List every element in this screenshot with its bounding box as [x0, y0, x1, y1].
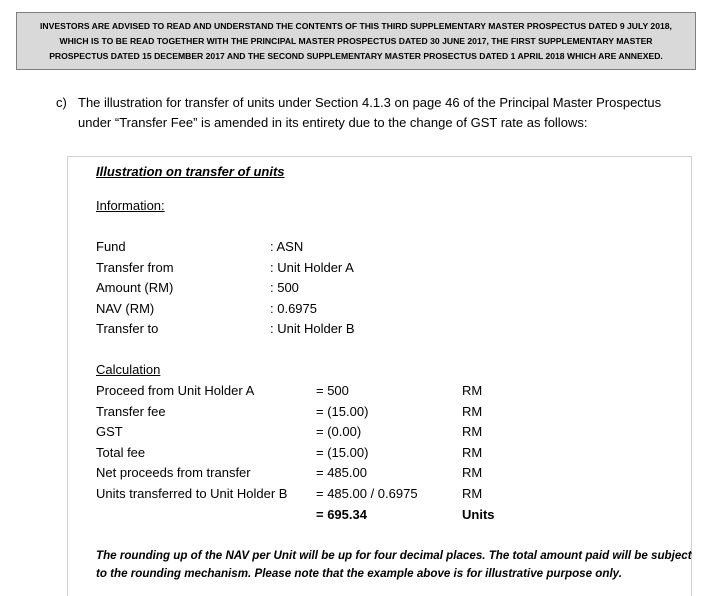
- footnote-line: The rounding up of the NAV per Unit will be up for four decimal places. The total amount paid will be subject: [96, 549, 692, 562]
- info-value-transfer-from: : Unit Holder A: [270, 260, 354, 275]
- calc-label-transfer-fee: Transfer fee: [96, 404, 166, 419]
- item-text: [78, 93, 708, 133]
- calculation-title: Calculation: [96, 362, 161, 377]
- notice-line: PROSPECTUS DATED 15 DECEMBER 2017 AND THE SECOND SUPPLEMENTARY MASTER PROSECTUS DATED 1 APRIL 2018 WHICH ARE ANNEXED.: [49, 51, 663, 61]
- calc-label-units-transferred: Units transferred to Unit Holder B: [96, 486, 288, 501]
- item-text-line: under “Transfer Fee” is amended in its entirety due to the change of GST rate as follows:: [78, 115, 588, 130]
- info-value-amount: : 500: [270, 280, 299, 295]
- calc-label-net-proceeds: Net proceeds from transfer: [96, 465, 251, 480]
- calc-value-units-transferred: = 485.00 / 0.6975: [316, 486, 418, 501]
- calc-label-total-fee: Total fee: [96, 445, 146, 460]
- info-label-nav: NAV (RM): [96, 301, 155, 316]
- info-label-fund: Fund: [96, 239, 126, 254]
- rounding-footnote: [96, 547, 692, 583]
- investor-notice-banner: [16, 12, 696, 70]
- info-value-transfer-to: : Unit Holder B: [270, 321, 355, 336]
- calc-label-gst: GST: [96, 424, 123, 439]
- notice-line: INVESTORS ARE ADVISED TO READ AND UNDERSTAND THE CONTENTS OF THIS THIRD SUPPLEMENTARY MASTER PROSPECTUS DATED 9 JULY 2018,: [40, 21, 672, 31]
- footnote-line: to the rounding mechanism. Please note that the example above is for illustrative purpose only.: [96, 567, 622, 580]
- calc-value-transfer-fee: = (15.00): [316, 404, 369, 419]
- calc-unit-proceed: RM: [462, 383, 483, 398]
- illustration-heading: Illustration on transfer of units: [96, 164, 285, 179]
- calc-value-total-fee: = (15.00): [316, 445, 369, 460]
- calc-unit-units-transferred: RM: [462, 486, 483, 501]
- calc-result-unit: Units: [462, 507, 495, 522]
- information-title: Information:: [96, 198, 165, 213]
- calc-label-proceed: Proceed from Unit Holder A: [96, 383, 255, 398]
- info-value-nav: : 0.6975: [270, 301, 317, 316]
- calc-value-net-proceeds: = 485.00: [316, 465, 367, 480]
- calc-unit-total-fee: RM: [462, 445, 483, 460]
- calc-value-proceed: = 500: [316, 383, 349, 398]
- calc-unit-gst: RM: [462, 424, 483, 439]
- notice-line: WHICH IS TO BE READ TOGETHER WITH THE PRINCIPAL MASTER PROSPECTUS DATED 30 JUNE 2017, THE FIRST SUPPLEMENTARY MASTER: [59, 36, 653, 46]
- info-label-transfer-from: Transfer from: [96, 260, 174, 275]
- info-label-amount: Amount (RM): [96, 280, 174, 295]
- calc-unit-net-proceeds: RM: [462, 465, 483, 480]
- info-value-fund: : ASN: [270, 239, 304, 254]
- info-label-transfer-to: Transfer to: [96, 321, 159, 336]
- item-marker: c): [56, 95, 67, 110]
- illustration-box: [67, 156, 692, 596]
- item-text-line: The illustration for transfer of units under Section 4.1.3 on page 46 of the Principal Master Prospectus: [78, 95, 662, 110]
- calc-unit-transfer-fee: RM: [462, 404, 483, 419]
- calc-result-value: = 695.34: [316, 507, 367, 522]
- calc-value-gst: = (0.00): [316, 424, 362, 439]
